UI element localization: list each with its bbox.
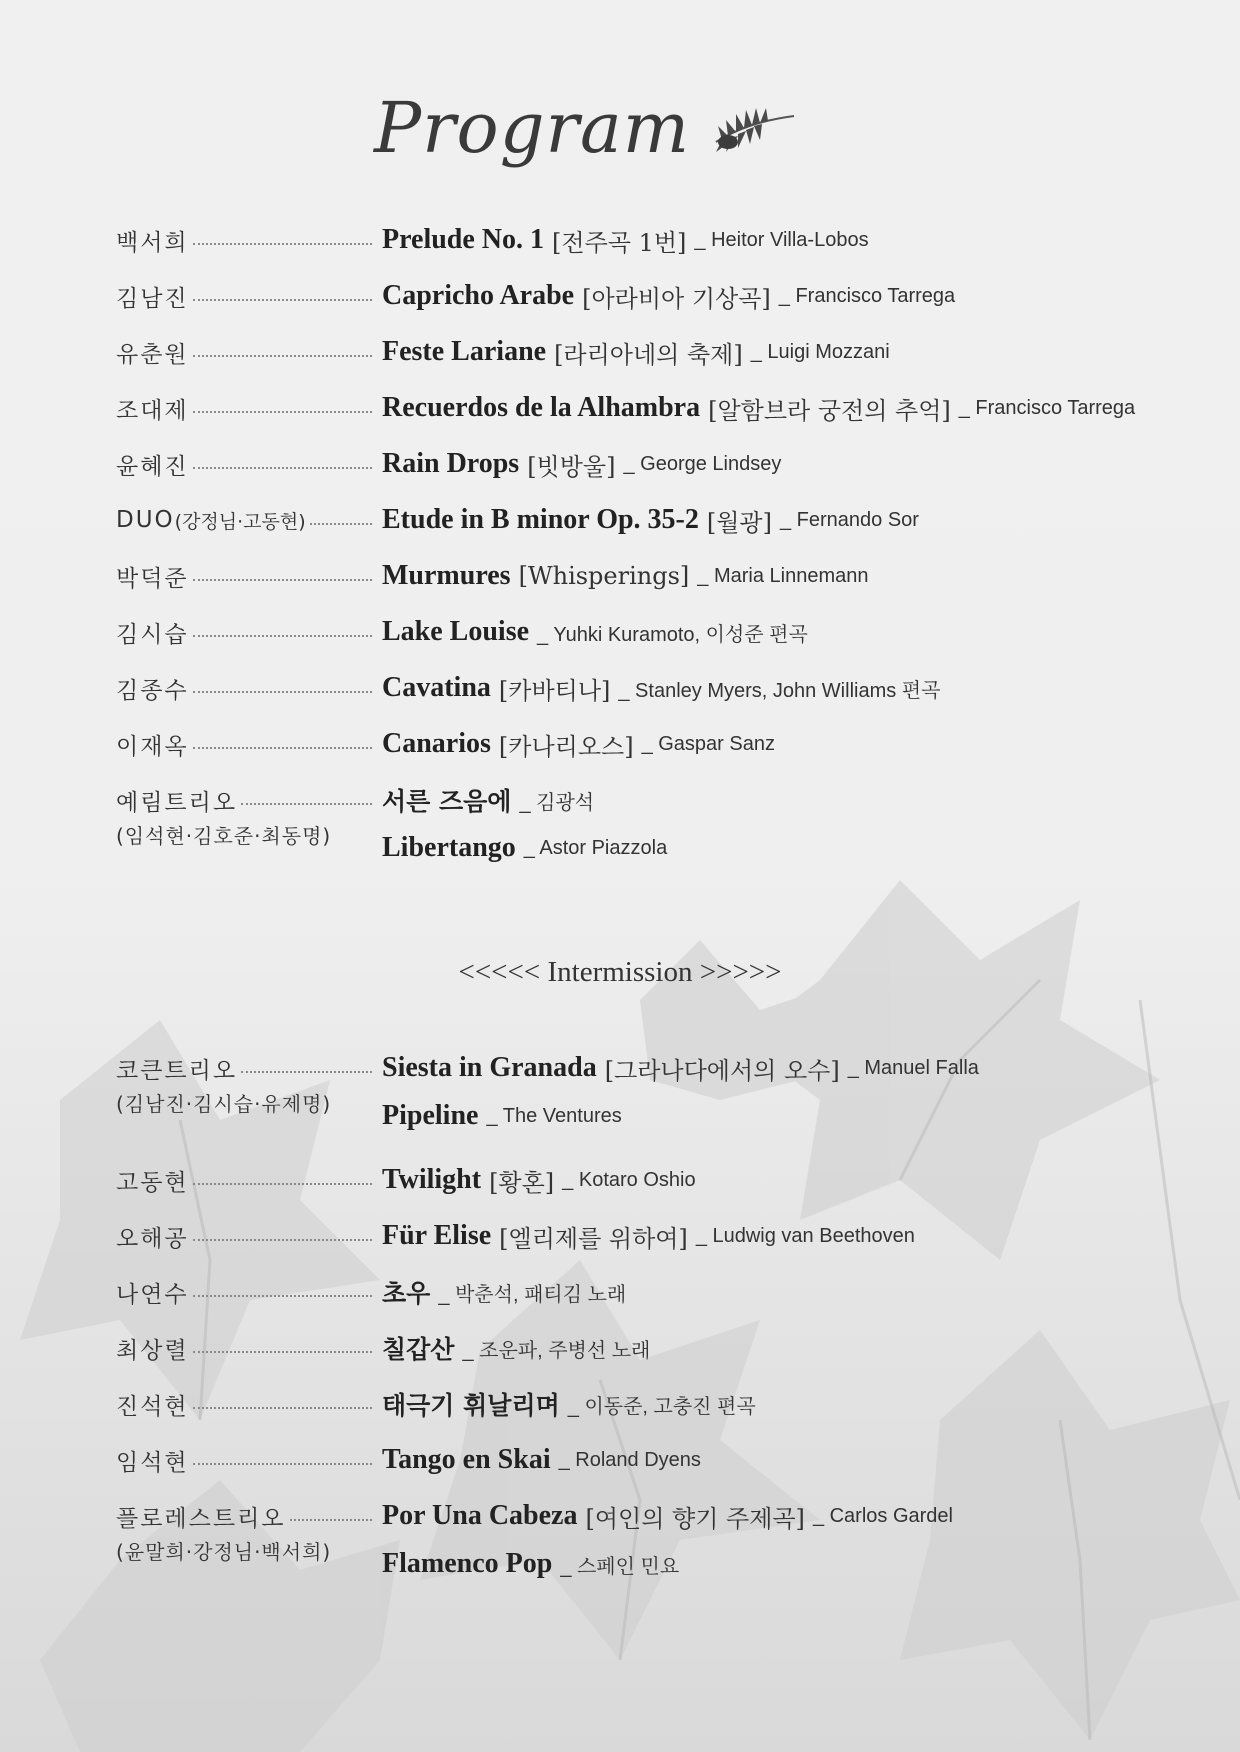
piece-title: Capricho Arabe — [382, 280, 575, 311]
performer-name — [116, 500, 372, 540]
piece-title: Pipeline — [382, 1100, 479, 1131]
program-row — [116, 1216, 1216, 1266]
piece-composer: _ Francisco Tarrega — [958, 396, 1136, 419]
piece-korean-title: [여인의 향기 주제곡] — [585, 1504, 805, 1533]
piece-line — [382, 556, 869, 596]
performer-name — [116, 388, 372, 428]
dotted-leader — [193, 1351, 372, 1353]
program-row — [116, 1272, 1216, 1322]
piece-line — [382, 500, 919, 540]
performer-name — [116, 1496, 372, 1536]
piece-title: Lake Louise — [382, 616, 530, 647]
program-row — [116, 556, 1216, 606]
piece-title: 서른 즈음에 — [382, 787, 512, 816]
performer-label: 윤혜진 — [116, 453, 189, 480]
performer-label: 김시습 — [116, 621, 189, 648]
piece-title: Für Elise — [382, 1220, 492, 1251]
piece-composer: _ The Ventures — [486, 1104, 622, 1127]
piece-composer: _ Stanley Myers, John Williams 편곡 — [618, 679, 941, 702]
performer-name — [116, 1048, 372, 1088]
piece-line — [382, 724, 775, 764]
piece-line — [382, 1496, 953, 1536]
program-row — [116, 332, 1216, 382]
performer-name — [116, 276, 372, 316]
piece-composer: _ Fernando Sor — [779, 508, 919, 531]
dotted-leader — [193, 747, 372, 749]
performer-name — [116, 1272, 372, 1312]
piece-line — [382, 1096, 622, 1136]
piece-title: 태극기 휘날리며 — [382, 1391, 560, 1420]
performer-members: (임석현·김호준·최동명) — [116, 824, 332, 848]
piece-line — [382, 276, 955, 316]
piece-composer: _ Carlos Gardel — [812, 1504, 953, 1527]
performer-label: 임석현 — [116, 1449, 189, 1476]
performer-label: 나연수 — [116, 1281, 189, 1308]
performer-name — [116, 220, 372, 260]
dotted-leader — [193, 1463, 372, 1465]
piece-korean-title: [라리아네의 축제] — [554, 340, 743, 369]
piece-line — [382, 1328, 650, 1368]
piece-composer: _ Kotaro Oshio — [562, 1168, 696, 1191]
program-row — [116, 668, 1216, 718]
piece-line — [382, 1384, 756, 1424]
performer-name — [116, 444, 372, 484]
program-row — [116, 444, 1216, 494]
program-row — [116, 1384, 1216, 1434]
performer-name — [116, 1216, 372, 1256]
piece-title: Rain Drops — [382, 448, 520, 479]
performer-label: DUO — [116, 507, 175, 533]
piece-title: 초우 — [382, 1279, 431, 1308]
piece-composer: _ Yuhki Kuramoto, 이성준 편곡 — [537, 623, 808, 646]
piece-line — [382, 388, 1135, 428]
performer-name — [116, 556, 372, 596]
piece-line — [382, 828, 667, 868]
program-row — [116, 388, 1216, 438]
piece-title: Murmures — [382, 560, 511, 591]
performer-label: 진석현 — [116, 1393, 189, 1420]
piece-title: Prelude No. 1 — [382, 224, 545, 255]
performer-label: 이재옥 — [116, 733, 189, 760]
dotted-leader — [193, 1295, 372, 1297]
piece-korean-title: [전주곡 1번] — [552, 228, 687, 257]
piece-line — [382, 220, 869, 260]
piece-korean-title: [빗방울] — [527, 452, 616, 481]
piece-composer: _ 이동준, 고충진 편곡 — [567, 1395, 756, 1418]
dotted-leader — [193, 635, 372, 637]
performer-label: 김남진 — [116, 285, 189, 312]
performer-name — [116, 1440, 372, 1480]
performer-label: 코큰트리오 — [116, 1057, 238, 1084]
program-row — [116, 1160, 1216, 1210]
piece-composer: _ 스페인 민요 — [560, 1555, 680, 1578]
piece-composer: _ Gaspar Sanz — [641, 732, 775, 755]
piece-line — [382, 1440, 701, 1480]
piece-line — [382, 332, 890, 372]
piece-title: Recuerdos de la Alhambra — [382, 392, 701, 423]
performer-label: 플로레스트리오 — [116, 1505, 286, 1532]
piece-line — [382, 1544, 679, 1584]
piece-line — [382, 444, 781, 484]
piece-korean-title: [알함브라 궁전의 추억] — [708, 396, 951, 425]
program-header — [374, 78, 798, 178]
performer-name — [116, 612, 372, 652]
performer-members: (김남진·김시습·유제명) — [116, 1092, 332, 1116]
piece-korean-title: [카나리오스] — [498, 732, 634, 761]
performer-name — [116, 1328, 372, 1368]
piece-line — [382, 780, 594, 820]
piece-composer: _ Luigi Mozzani — [750, 340, 890, 363]
dotted-leader — [241, 1071, 372, 1073]
performer-name — [116, 780, 372, 820]
piece-composer: _ 조운파, 주병선 노래 — [462, 1339, 651, 1362]
piece-title: Etude in B minor Op. 35-2 — [382, 504, 699, 535]
program-row — [116, 276, 1216, 326]
intermission-label: <<<<< Intermission >>>>> — [458, 956, 782, 988]
piece-korean-title: [아라비아 기상곡] — [582, 284, 771, 313]
piece-composer: _ 박춘석, 패티김 노래 — [438, 1283, 627, 1306]
performer-label: 고동현 — [116, 1169, 189, 1196]
piece-composer: _ Roland Dyens — [558, 1448, 701, 1471]
piece-title: Feste Lariane — [382, 336, 547, 367]
piece-title: 칠갑산 — [382, 1335, 455, 1364]
piece-line — [382, 668, 940, 708]
dotted-leader — [193, 1183, 372, 1185]
piece-title: Siesta in Granada — [382, 1052, 597, 1083]
dotted-leader — [290, 1519, 372, 1521]
program-row — [116, 220, 1216, 270]
piece-composer: _ Ludwig van Beethoven — [695, 1224, 915, 1247]
piece-title: Flamenco Pop — [382, 1548, 553, 1579]
piece-korean-title: [엘리제를 위하여] — [499, 1224, 688, 1253]
piece-korean-title: [그라나다에서의 오수] — [604, 1056, 840, 1085]
performer-label: 유춘원 — [116, 341, 189, 368]
dotted-leader — [193, 299, 372, 301]
dotted-leader — [193, 355, 372, 357]
dotted-leader — [193, 1407, 372, 1409]
dotted-leader — [193, 467, 372, 469]
program-row — [116, 1496, 1216, 1579]
piece-composer: _ Astor Piazzola — [523, 836, 668, 859]
piece-line — [382, 612, 808, 652]
performer-name — [116, 1384, 372, 1424]
program-row — [116, 1440, 1216, 1490]
program-row — [116, 1328, 1216, 1378]
dotted-leader — [193, 411, 372, 413]
piece-title: Canarios — [382, 728, 491, 759]
performer-label: 김종수 — [116, 677, 189, 704]
program-row — [116, 612, 1216, 662]
dotted-leader — [310, 523, 372, 525]
page-title: Program — [374, 87, 691, 169]
piece-korean-title: [카바티나] — [498, 676, 611, 705]
program-row — [116, 724, 1216, 774]
performer-label: 오해공 — [116, 1225, 189, 1252]
piece-title: Por Una Cabeza — [382, 1500, 578, 1531]
performer-name — [116, 332, 372, 372]
dotted-leader — [193, 1239, 372, 1241]
piece-title: Libertango — [382, 832, 516, 863]
piece-line — [382, 1048, 979, 1088]
performer-label: 예림트리오 — [116, 789, 238, 816]
piece-line — [382, 1272, 626, 1312]
piece-title: Cavatina — [382, 672, 491, 703]
piece-composer: _ Francisco Tarrega — [778, 284, 956, 307]
performer-label: 백서희 — [116, 229, 189, 256]
piece-composer: _ Maria Linnemann — [697, 564, 869, 587]
piece-composer: _ Manuel Falla — [847, 1056, 979, 1079]
piece-title: Tango en Skai — [382, 1444, 551, 1475]
performer-label: 박덕준 — [116, 565, 189, 592]
piece-korean-title: [Whisperings] — [518, 562, 690, 590]
dotted-leader — [241, 803, 372, 805]
performer-members: (윤말희·강정님·백서희) — [116, 1540, 332, 1564]
piece-line — [382, 1216, 915, 1256]
piece-title: Twilight — [382, 1164, 482, 1195]
program-row — [116, 780, 1216, 863]
piece-korean-title: [월광] — [706, 508, 772, 537]
program-row — [116, 500, 1216, 550]
piece-composer: _ Heitor Villa-Lobos — [694, 228, 869, 251]
performer-label: 최상렬 — [116, 1337, 189, 1364]
piece-composer: _ 김광석 — [519, 791, 595, 814]
performer-name — [116, 668, 372, 708]
performer-label: 조대제 — [116, 397, 189, 424]
dotted-leader — [193, 243, 372, 245]
performer-name — [116, 1160, 372, 1200]
performer-name — [116, 724, 372, 764]
dotted-leader — [193, 579, 372, 581]
piece-composer: _ George Lindsey — [623, 452, 782, 475]
piece-korean-title: [황혼] — [489, 1168, 555, 1197]
performer-members-inline: (강정님·고동현) — [174, 510, 306, 533]
dotted-leader — [193, 691, 372, 693]
program-row — [116, 1048, 1216, 1131]
piece-line — [382, 1160, 696, 1200]
fern-icon — [708, 98, 798, 158]
